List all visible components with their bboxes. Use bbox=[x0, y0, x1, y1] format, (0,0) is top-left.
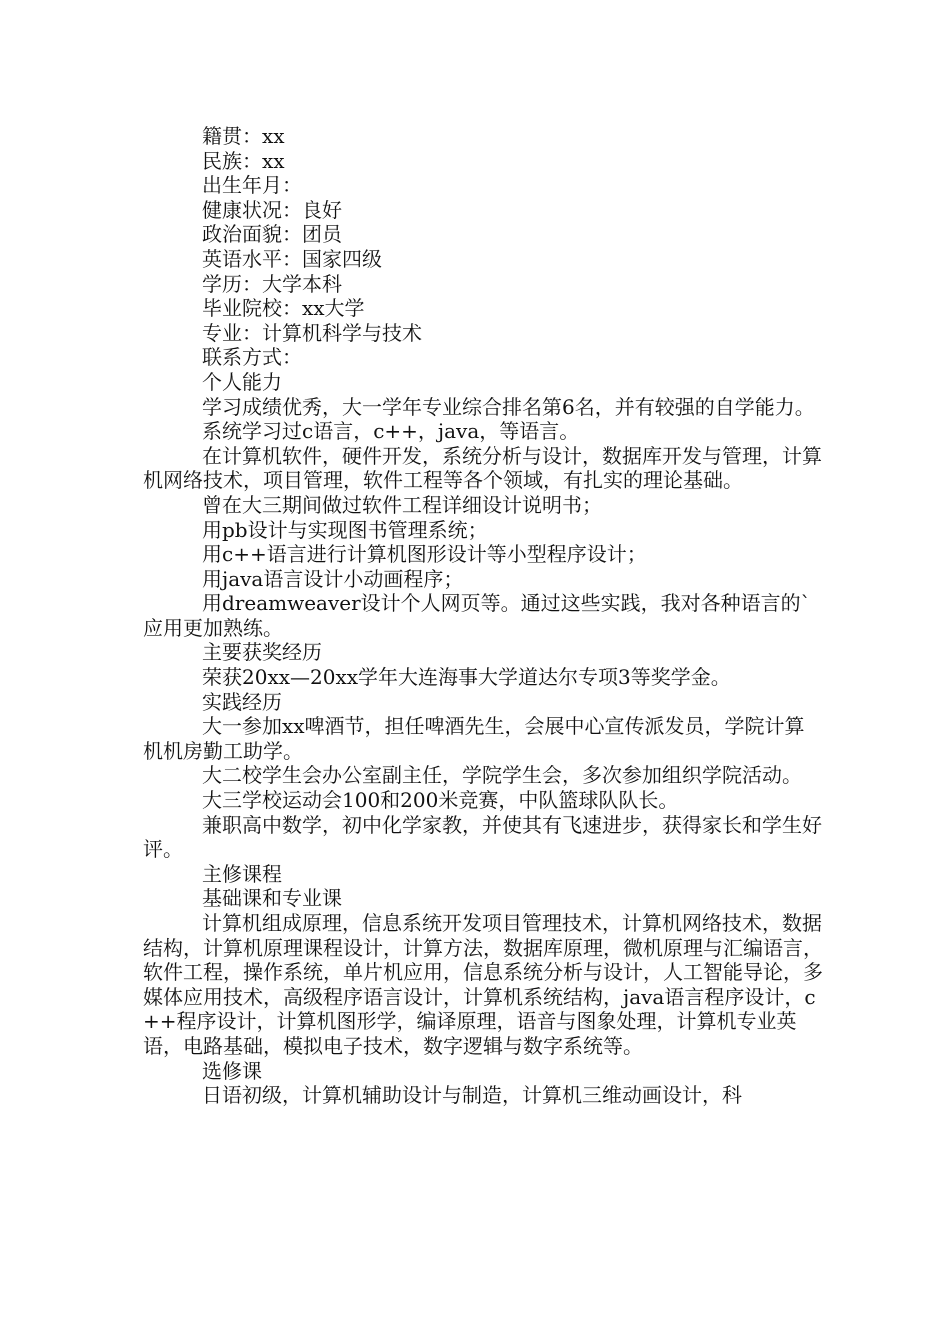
section-heading: 主要获奖经历 bbox=[202, 640, 322, 665]
paragraph: 曾在大三期间做过软件工程详细设计说明书； bbox=[202, 492, 602, 517]
paragraph: 毕业院校：xx大学 bbox=[202, 296, 365, 321]
paragraph: 大一参加xx啤酒节，担任啤酒先生，会展中心宣传派发员，学院计算机机房勤工助学。 bbox=[143, 714, 805, 763]
paragraph: 籍贯：xx bbox=[202, 124, 285, 148]
section-heading: 个人能力 bbox=[202, 369, 282, 394]
section-heading: 选修课 bbox=[202, 1058, 262, 1083]
paragraph: 荣获20xx—20xx学年大连海事大学道达尔专项3等奖学金。 bbox=[202, 665, 731, 690]
paragraph: 用pb设计与实现图书管理系统； bbox=[202, 517, 488, 542]
paragraph: 政治面貌：团员 bbox=[202, 222, 342, 247]
paragraph: 日语初级，计算机辅助设计与制造，计算机三维动画设计，科 bbox=[202, 1083, 742, 1108]
paragraph: 联系方式： bbox=[202, 345, 302, 370]
paragraph: 专业：计算机科学与技术 bbox=[202, 320, 422, 345]
paragraph: 用java语言设计小动画程序； bbox=[202, 566, 464, 591]
paragraph: 出生年月： bbox=[202, 173, 302, 198]
paragraph: 健康状况：良好 bbox=[202, 197, 342, 222]
paragraph: 用c++语言进行计算机图形设计等小型程序设计； bbox=[202, 542, 647, 567]
paragraph: 民族：xx bbox=[202, 148, 285, 173]
section-heading: 基础课和专业课 bbox=[202, 886, 342, 911]
paragraph: 兼职高中数学，初中化学家教，并使其有飞速进步，获得家长和学生好评。 bbox=[143, 812, 822, 862]
paragraph: 大三学校运动会100和200米竞赛，中队篮球队队长。 bbox=[202, 788, 679, 813]
paragraph: 大二校学生会办公室副主任，学院学生会，多次参加组织学院活动。 bbox=[202, 763, 802, 788]
paragraph: 英语水平：国家四级 bbox=[202, 246, 382, 271]
paragraph: 计算机组成原理，信息系统开发项目管理技术，计算机网络技术，数据结构，计算机原理课程设计，计算方法，数据库原理，微机原理与汇编语言，软件工程，操作系统，单片机应用，信息系统分析与设计，人工智能导论，多媒体应用技术，高级程序语言设计，计算机系统结构，java语言程序设计，c++程序设计，计算机图形学，编译原理，语音与图象处理，计算机专业英语，电路基础，模拟电子技术，数字逻辑与数字系统等。 bbox=[143, 911, 823, 1058]
section-heading: 实践经历 bbox=[202, 689, 282, 714]
paragraph: 系统学习过c语言，c++，java，等语言。 bbox=[202, 419, 580, 444]
paragraph: 学历：大学本科 bbox=[202, 271, 342, 296]
paragraph: 在计算机软件，硬件开发，系统分析与设计，数据库开发与管理，计算机网络技术，项目管理，软件工程等各个领域，有扎实的理论基础。 bbox=[143, 443, 822, 493]
paragraph: 用dreamweaver设计个人网页等。通过这些实践，我对各种语言的`应用更加熟练。 bbox=[143, 591, 811, 640]
paragraph: 学习成绩优秀，大一学年专业综合排名第6名，并有较强的自学能力。 bbox=[202, 394, 815, 419]
document-body bbox=[143, 124, 823, 1108]
section-heading: 主修课程 bbox=[202, 861, 282, 886]
